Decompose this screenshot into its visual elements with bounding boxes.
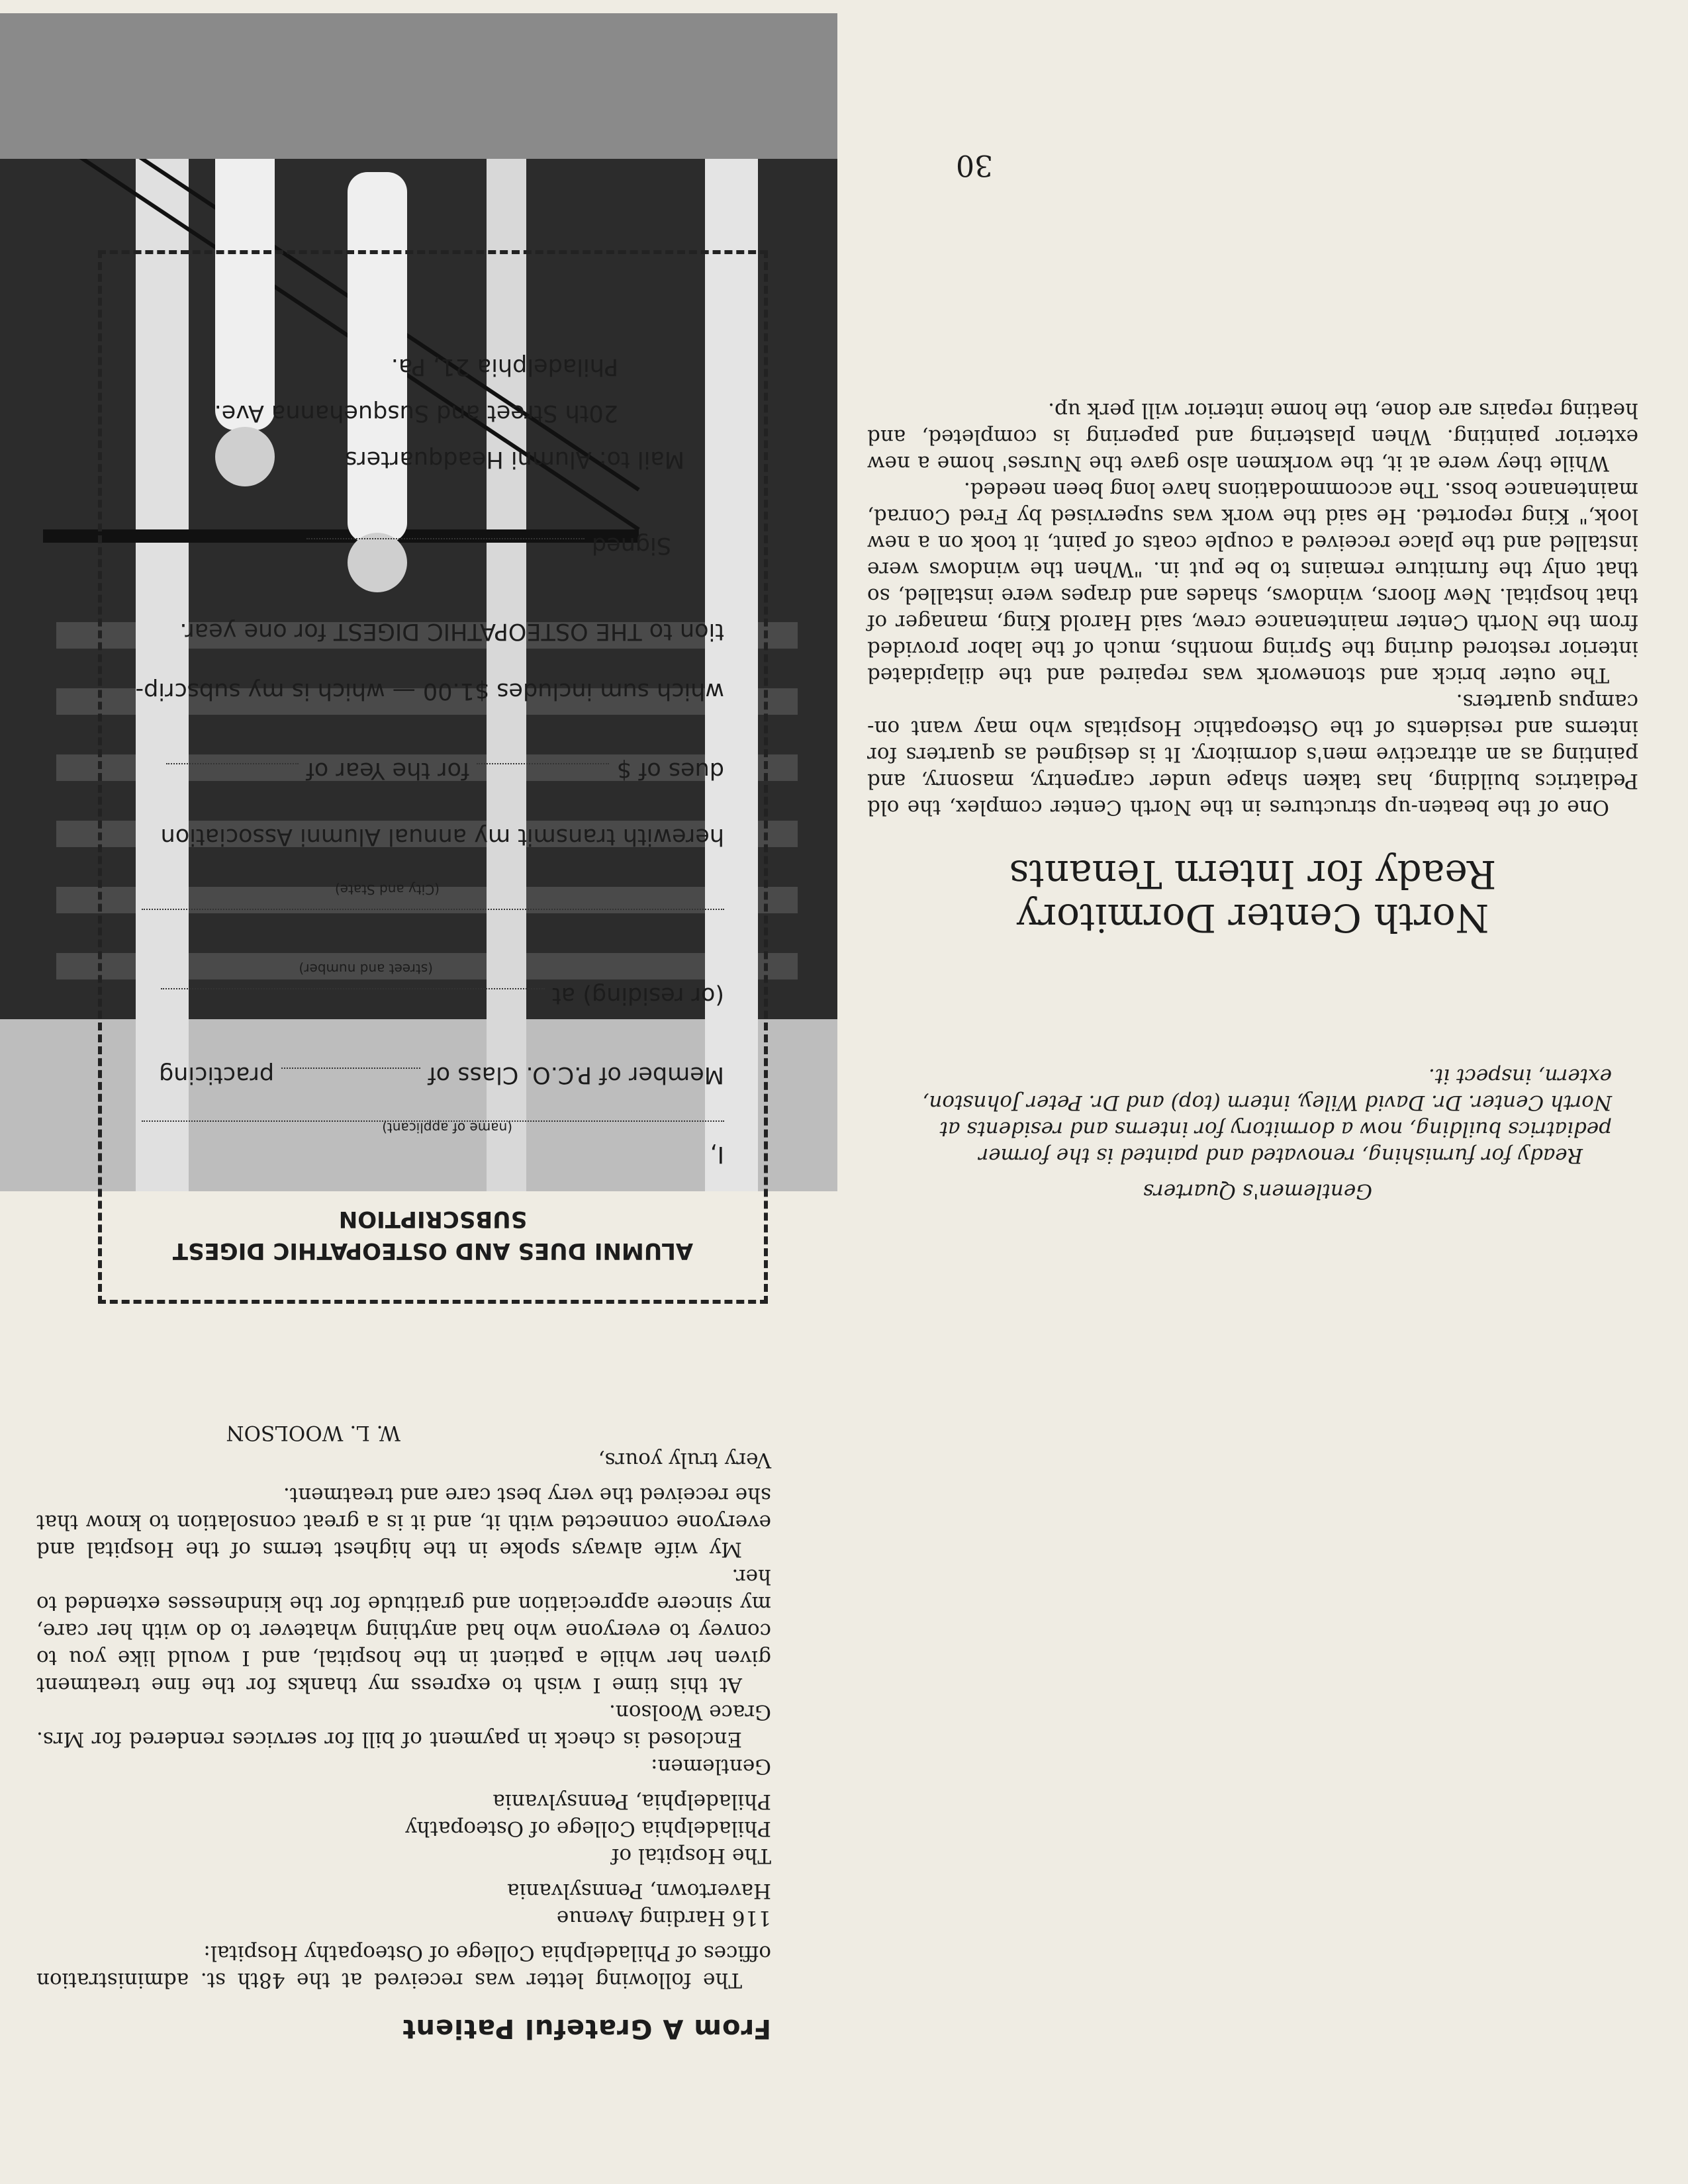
- recipient-line: Philadelphia, Pennsylvania: [492, 1790, 771, 1813]
- caption-text: Ready for furnishing, renovated and painted is the former pediatrics building, now a dormitory for interns and residents at North Center. Dr. David Wiley, intern (top) and Dr. Peter Johnston, extern, inspect it.: [922, 1064, 1612, 1167]
- letter-address-line: Havertown, Pennsylvania: [507, 1879, 771, 1903]
- letter-paragraph: My wife always spoke in the highest terms of the Hospital and everyone connected with it, and it is a great consolation to know that she received the very best care and treatment.: [36, 1483, 771, 1561]
- north-center-headline: [867, 852, 1638, 940]
- city-state-field[interactable]: [142, 909, 724, 910]
- salutation: Gentlemen:: [651, 1754, 771, 1778]
- grateful-patient-article: [36, 1419, 771, 2042]
- letter-paragraph: At this time I wish to express my thanks for the fine treatment given her while a patient in the hospital, and I would like you to convey to everyone who had anything whatever to do with her care, my sincere appreciation and gratitude for the kindnesses extended to her.: [36, 1565, 771, 1697]
- subscription-coupon[interactable]: [98, 250, 768, 1304]
- signature: W. L. WOOLSON: [226, 1421, 400, 1445]
- caption-title: Gentlemen's Quarters: [1143, 1179, 1372, 1203]
- headline-line: Ready for Intern Tenants: [1009, 852, 1497, 897]
- coupon-title-line: SUBSCRIPTION: [338, 1206, 528, 1232]
- subscription-text: which sum includes $1.00 — which is my subscrip-: [135, 678, 724, 704]
- coupon-title-line: ALUMNI DUES AND OSTEOPATHIC DIGEST: [172, 1238, 694, 1264]
- article-paragraph: One of the beaten-up structures in the North Center complex, the old Pediatrics building, has taken shape under carpentry, masonry, and painting as an attractive men's dormitory. It is designed as quarters for interns and residents of the Osteopathic Hospitals who may want on-campus quarters.: [867, 690, 1638, 819]
- mail-address-line: Philadelphia 21, Pa.: [391, 353, 618, 380]
- recipient-line: The Hospital of: [611, 1844, 771, 1868]
- signed-label: Signed: [591, 532, 671, 559]
- article-paragraph: While they were at it, the workmen also gave the Nurses' home a new exterior painting. When plastering and papering is completed, and heating repairs are done, the home interior will perk up.: [867, 398, 1638, 475]
- street-caption: (street and number): [299, 961, 433, 977]
- letter-paragraph: Enclosed is check in payment of bill for services rendered for Mrs. Grace Woolson.: [36, 1700, 771, 1751]
- coupon-title: [102, 1203, 764, 1267]
- intro-paragraph: The following letter was received at the 48th st. administration offices of Philadelphia College of Osteopathy Hospital:: [36, 1941, 771, 1992]
- city-caption: (City and State): [334, 882, 440, 897]
- address-row: [128, 982, 724, 1009]
- article-paragraph: The outer brick and stonework was repaired and the dilapidated interior restored during the Spring months, much of the labor provided from the North Center maintenance crew, said Harold King, manager of that hospital. New floors, windows, shades and drapes were installed, so that only the furniture remains to be put in. "When the windows were installed and the place received a couple coats of paint, it took on a new look," King reported. He said the work was supervised by Fred Conrad, maintenance boss. The accommodations have long been needed.: [867, 478, 1638, 687]
- city-row: [128, 903, 724, 929]
- class-row: [128, 1062, 724, 1088]
- signature-field[interactable]: [306, 538, 585, 539]
- closing: Very truly yours,: [598, 1448, 771, 1472]
- subscription-text: tion to THE OSTEOPATHIC DIGEST for one year.: [179, 618, 724, 645]
- mail-to-line: Mail to: Alumni Headquarters: [345, 446, 684, 473]
- class-year-field[interactable]: [281, 1068, 420, 1069]
- practicing-label: practicing: [158, 1062, 275, 1088]
- applicant-prefix: I,: [710, 1141, 724, 1167]
- photo-caption: [904, 1063, 1612, 1205]
- recipient-line: Philadelphia College of Osteopathy: [405, 1817, 771, 1841]
- year-field[interactable]: [166, 763, 299, 764]
- dues-row: [128, 757, 724, 784]
- dues-label: dues of $: [616, 757, 724, 784]
- residing-label: (or residing) at: [552, 982, 724, 1009]
- letter-address-line: 116 Harding Avenue: [556, 1906, 771, 1930]
- signed-row: [128, 532, 671, 559]
- north-center-article: [867, 397, 1638, 821]
- transmit-text: herewith transmit my annual Alumni Association: [160, 823, 724, 850]
- class-label: Member of P.C.O. Class of: [428, 1062, 724, 1088]
- street-field[interactable]: [161, 988, 545, 989]
- dues-amount-field[interactable]: [477, 763, 609, 764]
- applicant-caption: (name of applicant): [382, 1120, 512, 1136]
- mail-address-line: 20th Street and Susquehanna Ave.: [214, 400, 618, 426]
- headline-line: North Center Dormitory: [1016, 895, 1489, 940]
- article-heading: From A Grateful Patient: [402, 2013, 771, 2044]
- page-number: 30: [956, 148, 993, 182]
- year-label: for the Year of: [306, 757, 470, 784]
